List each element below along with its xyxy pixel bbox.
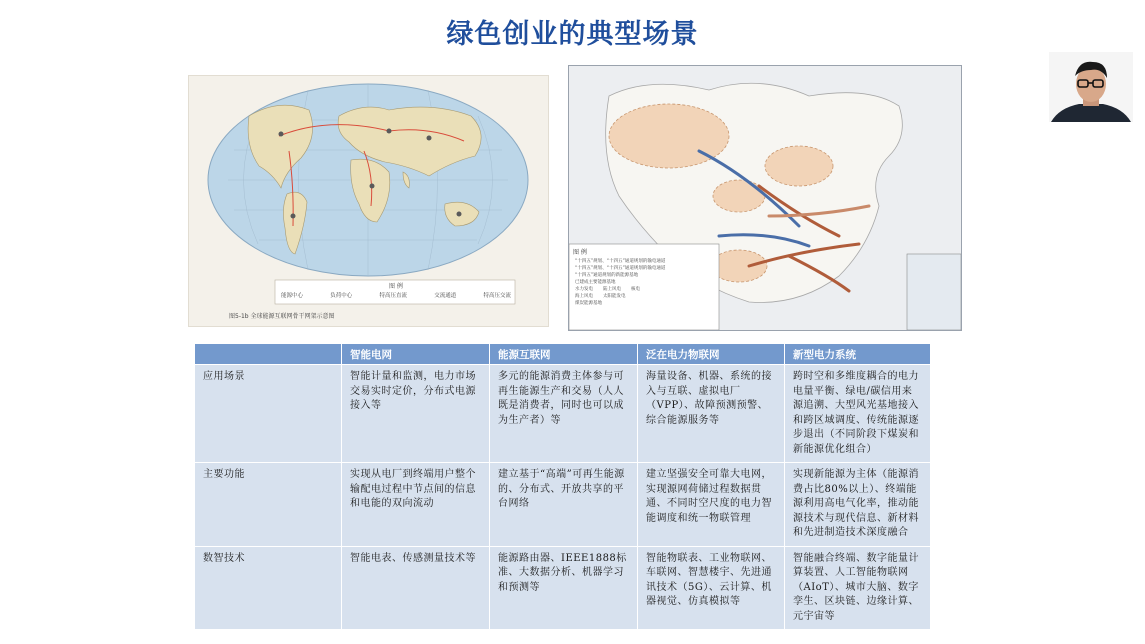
table-cell: 实现新能源为主体（能源消费占比80%以上）、终端能源利用高电气化率，推动能源技术与现代信息、新材料和先进制造技术深度融合 (785, 463, 931, 547)
legend-item: 陆上风电 (603, 287, 621, 292)
table-header-row (195, 344, 931, 365)
legend-item: 负荷中心 (330, 293, 353, 299)
table-cell: 能源路由器、IEEE1888标准、大数据分析、机器学习和预测等 (490, 546, 638, 630)
world-energy-interconnection-map (188, 75, 549, 327)
table-cell: 智能电表、传感测量技术等 (342, 546, 490, 630)
presenter-avatar (1049, 52, 1133, 122)
table-header-cell (195, 344, 342, 365)
china-map-legend (575, 258, 715, 307)
legend-item: “十四五”规划、“十四五”通道规划的输电通道 (575, 259, 666, 264)
table-row (195, 546, 931, 630)
legend-item: 能源中心 (281, 293, 304, 299)
legend-item: 特高压直流 (379, 293, 407, 299)
legend-item: 交流通道 (434, 293, 457, 299)
world-map-graphic (189, 76, 548, 326)
comparison-table (194, 343, 931, 630)
row-label: 数智技术 (195, 546, 342, 630)
table-cell: 智能计量和监测，电力市场交易实时定价，分布式电源接入等 (342, 365, 490, 463)
presenter-webcam (1049, 52, 1133, 122)
table-cell: 建立基于“高端”可再生能源的、分布式、开放共享的平台网络 (490, 463, 638, 547)
world-map-legend-title: 图 例 (389, 283, 403, 290)
table-header-cell: 能源互联网 (490, 344, 638, 365)
table-cell: 多元的能源消费主体参与可再生能源生产和交易（人人既是消费者，同时也可以成为生产者）等 (490, 365, 638, 463)
table-cell: 建立坚强安全可靠大电网，实现源网荷储过程数据贯通、不同时空尺度的电力智能调度和统一物联管理 (638, 463, 785, 547)
legend-item: 水力发电 (575, 287, 593, 292)
world-map-legend (281, 291, 511, 299)
table-cell: 实现从电厂到终端用户整个输配电过程中节点间的信息和电能的双向流动 (342, 463, 490, 547)
china-transmission-map (568, 65, 962, 331)
legend-item: 特高压交流 (483, 293, 511, 299)
row-label: 主要功能 (195, 463, 342, 547)
legend-item: 太阳能发电 (603, 294, 626, 299)
china-map-legend-title: 图 例 (573, 249, 587, 256)
table-cell: 智能物联表、工业物联网、车联网、智慧楼宇、先进通讯技术（5G）、云计算、机器视觉、仿真模拟等 (638, 546, 785, 630)
table-header-cell: 智能电网 (342, 344, 490, 365)
slide-title: 绿色创业的典型场景 (446, 19, 699, 50)
world-map-caption: 图5-1b 全球能源互联网骨干网架示意图 (229, 313, 335, 320)
row-label: 应用场景 (195, 365, 342, 463)
table-header-cell: 泛在电力物联网 (638, 344, 785, 365)
table-header-cell: 新型电力系统 (785, 344, 931, 365)
table-cell: 智能融合终端、数字能量计算装置、人工智能物联网（AIoT）、城市大脑、数字孪生、区块链、边缘计算、元宇宙等 (785, 546, 931, 630)
table-row (195, 463, 931, 547)
legend-item: 海上风电 (575, 294, 593, 299)
legend-item: 已建成主要能源基地 (575, 280, 616, 285)
legend-item: “十四五”规划、“十四五”通道规划的输电通道 (575, 266, 666, 271)
table-cell: 海量设备、机器、系统的接入与互联、虚拟电厂（VPP）、故障预测预警、综合能源服务等 (638, 365, 785, 463)
table-cell: 跨时空和多维度耦合的电力电量平衡、绿电/碳信用来源追溯、大型风光基地接入和跨区域调度、传统能源逐步退出（不同阶段下煤炭和新能源优化组合） (785, 365, 931, 463)
legend-item: “十四五”通道规划的新能源基地 (575, 273, 639, 278)
legend-item: 核电 (631, 287, 640, 292)
table-row (195, 365, 931, 463)
legend-item: 煤炭能源基地 (575, 301, 602, 306)
